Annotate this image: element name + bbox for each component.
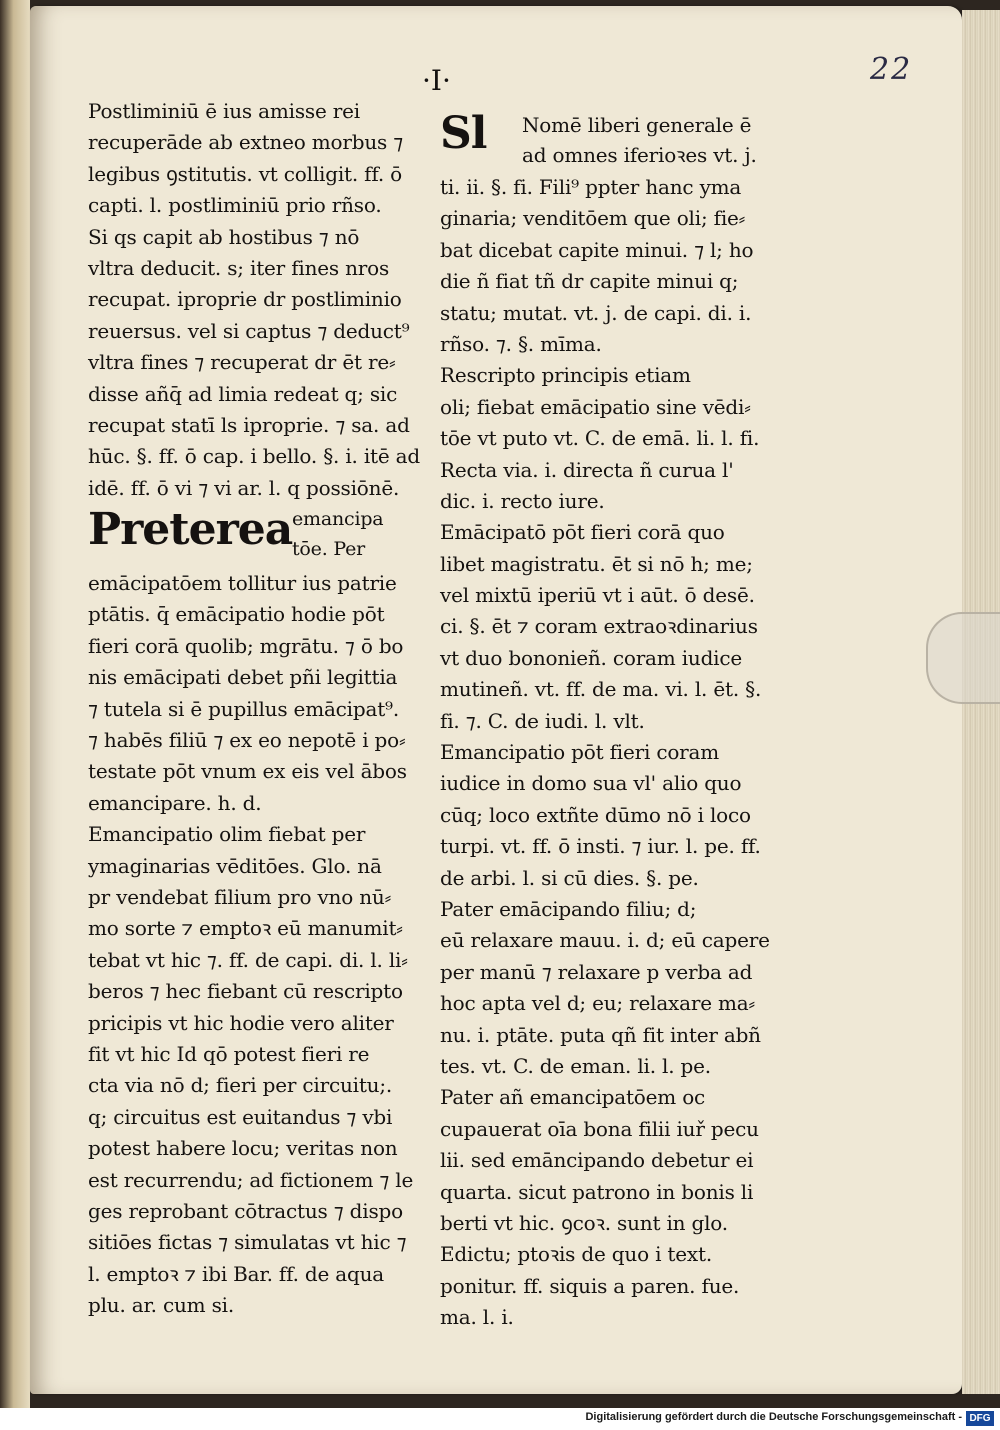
right-column-lines [440, 172, 772, 1333]
text-line: tōe vt puto vt. C. de emā. li. l. fi. [440, 426, 760, 451]
text-line: q; circuitus est euitandus ⁊ vbi [88, 1104, 393, 1129]
text-line: tes. vt. C. de eman. li. l. pe. [440, 1053, 711, 1078]
text-line: Emancipatio olim fiebat per [88, 822, 366, 847]
text-line: plu. ar. cum si. [88, 1293, 235, 1318]
left-column-lines-b [88, 568, 414, 1321]
folio-number: 22 [870, 52, 913, 87]
text-line: recuperāde ab extneo morbus ⁊ [88, 130, 403, 155]
text-line: emancipare. h. d. [88, 790, 262, 815]
text-line: lii. sed emāncipando debetur ei [440, 1148, 754, 1173]
text-line: berti vt hic. ꝯcoꝛ. sunt in glo. [440, 1210, 728, 1235]
text-line: libet magistratu. ēt si nō h; me; [440, 551, 753, 576]
text-line: fit vt hic Id qō potest fieri re [88, 1041, 370, 1066]
text-line: l. emptoꝛ ⁊ ibi Bar. ff. de aqua [88, 1261, 385, 1286]
text-line: ad omnes iferioꝛes vt. j. [522, 143, 757, 167]
text-line: cupauerat oīa bona filii iuř pecu [440, 1116, 759, 1141]
preterea-small-2: tōe. Per [292, 538, 366, 561]
text-line: idē. ff. ō vi ⁊ vi ar. l. q possiōnē. [88, 475, 400, 500]
text-line: Rescripto principis etiam [440, 363, 691, 388]
signature-mark: ·I· [422, 64, 451, 97]
text-line: Nomē liberi generale ē [522, 113, 752, 137]
text-line: cta via nō d; fieri per circuitu;. [88, 1073, 393, 1098]
text-line: capti. l. postliminiū prio rñso. [88, 193, 382, 218]
left-column-lines-a [88, 127, 421, 504]
text-line: cūq; loco extñte dūmo nō i loco [440, 802, 751, 827]
sl-large-initial: Sl [440, 108, 487, 159]
text-line: turpi. vt. ff. ō insti. ⁊ iur. l. pe. ff. [440, 834, 761, 859]
sl-initial-block [440, 110, 772, 172]
text-line: ma. l. i. [440, 1305, 514, 1330]
text-line: Edictu; ptoꝛis de quo i text. [440, 1242, 712, 1267]
text-line: oli; fiebat emācipatio sine vēdi⸗ [440, 394, 751, 419]
text-line: reuersus. vel si captus ⁊ deduct⁹ [88, 318, 410, 343]
text-line: Recta via. i. directa ñ curua l' [440, 457, 734, 482]
text-line: die ñ fiat tñ dr capite minui q; [440, 269, 739, 294]
text-line: beros ⁊ hec fiebant cū rescripto [88, 979, 403, 1004]
text-line: dic. i. recto iure. [440, 488, 605, 513]
text-line: bat dicebat capite minui. ⁊ l; ho [440, 237, 754, 262]
text-line: tebat vt hic ⁊. ff. de capi. di. l. li⸗ [88, 947, 408, 972]
left-page-edge [0, 0, 30, 1408]
text-line: fi. ⁊. C. de iudi. l. vlt. [440, 708, 645, 733]
text-line: ymaginarias vēditōes. Glo. nā [88, 853, 382, 878]
text-line: emācipatōem tollitur ius patrie [88, 571, 397, 596]
preterea-small-1: emancipa [292, 508, 384, 531]
right-column [440, 110, 772, 1333]
text-line: ges reprobant cōtractus ⁊ dispo [88, 1198, 403, 1223]
text-line: recupat. iproprie dr postliminio [88, 287, 402, 312]
text-line: pr vendebat filium pro vno nū⸗ [88, 884, 392, 909]
text-line: statu; mutat. vt. j. de capi. di. i. [440, 300, 752, 325]
text-line: Pater emācipando filiu; d; [440, 896, 697, 921]
text-line: de arbi. l. si cū dies. §. pe. [440, 865, 699, 890]
text-line: iudice in domo sua vl' alio quo [440, 771, 742, 796]
text-line: vltra fines ⁊ recuperat dr ēt re⸗ [88, 350, 396, 375]
text-line: Si qs capit ab hostibus ⁊ nō [88, 224, 360, 249]
preterea-heading [88, 504, 400, 568]
text-line: potest habere locu; veritas non [88, 1136, 398, 1161]
text-line: nis emācipati debet pñi legittia [88, 665, 398, 690]
text-line: Postliminiū ē ius amisse rei [88, 99, 360, 123]
text-line: ci. §. ēt ⁊ coram extraoꝛdinarius [440, 614, 758, 639]
text-line: vltra deducit. s; iter fines nros [88, 255, 390, 280]
text-line: mutineñ. vt. ff. de ma. vi. l. ēt. §. [440, 677, 762, 702]
text-line: nu. i. ptāte. puta qñ fit inter abñ [440, 1022, 761, 1047]
text-line: vel mixtū iperiū vt i aūt. ō desē. [440, 583, 755, 608]
text-line: sitiōes fictas ⁊ simulatas vt hic ⁊ [88, 1230, 407, 1255]
text-line: ginaria; venditōem que oli; fie⸗ [440, 206, 746, 231]
text-line: per manū ⁊ relaxare p verba ad [440, 959, 753, 984]
text-line: vt duo bononieñ. coram iudice [440, 645, 743, 670]
text-line: ptātis. q̄ emācipatio hodie pōt [88, 602, 385, 627]
text-line: eū relaxare mauu. i. d; eū capere [440, 928, 770, 953]
preterea-large-word: Preterea [88, 504, 293, 556]
text-line: rñso. ⁊. §. mīma. [440, 331, 602, 356]
text-line: hūc. §. ff. ō cap. i bello. §. i. itē ad [88, 444, 421, 469]
text-line: ⁊ habēs filiū ⁊ ex eo nepotē i po⸗ [88, 728, 406, 753]
book-clip [926, 612, 1000, 704]
text-line: pricipis vt hic hodie vero aliter [88, 1010, 394, 1035]
text-line: mo sorte ⁊ emptoꝛ eū manumit⸗ [88, 916, 403, 941]
dfg-logo: DFG [966, 1411, 994, 1426]
text-line: quarta. sicut patrono in bonis li [440, 1179, 754, 1204]
text-line: legibus ꝯstitutis. vt colligit. ff. ō [88, 161, 403, 186]
text-line: Emancipatio pōt fieri coram [440, 740, 720, 765]
text-line: ti. ii. §. fi. Fili⁹ ppter hanc yma [440, 175, 742, 199]
text-line: Emācipatō pōt fieri corā quo [440, 520, 725, 545]
text-line: ponitur. ff. siquis a paren. fue. [440, 1273, 740, 1298]
text-line: recupat statī ls iproprie. ⁊ sa. ad [88, 412, 410, 437]
text-line: testate pōt vnum ex eis vel ābos [88, 759, 407, 784]
text-line: fieri corā quolib; mgrātu. ⁊ ō bo [88, 633, 404, 658]
text-line: disse añq̄ ad limia redeat q; sic [88, 381, 398, 406]
dfg-credit: Digitalisierung gefördert durch die Deutsche Forschungsgemeinschaft - [585, 1411, 962, 1423]
text-line: Pater añ emancipatōem oc [440, 1085, 706, 1110]
text-line: ⁊ tutela si ē pupillus emācipat⁹. [88, 696, 400, 721]
left-column [88, 96, 421, 1321]
text-line: est recurrendu; ad fictionem ⁊ le [88, 1167, 414, 1192]
text-line: hoc apta vel d; eu; relaxare ma⸗ [440, 991, 755, 1016]
